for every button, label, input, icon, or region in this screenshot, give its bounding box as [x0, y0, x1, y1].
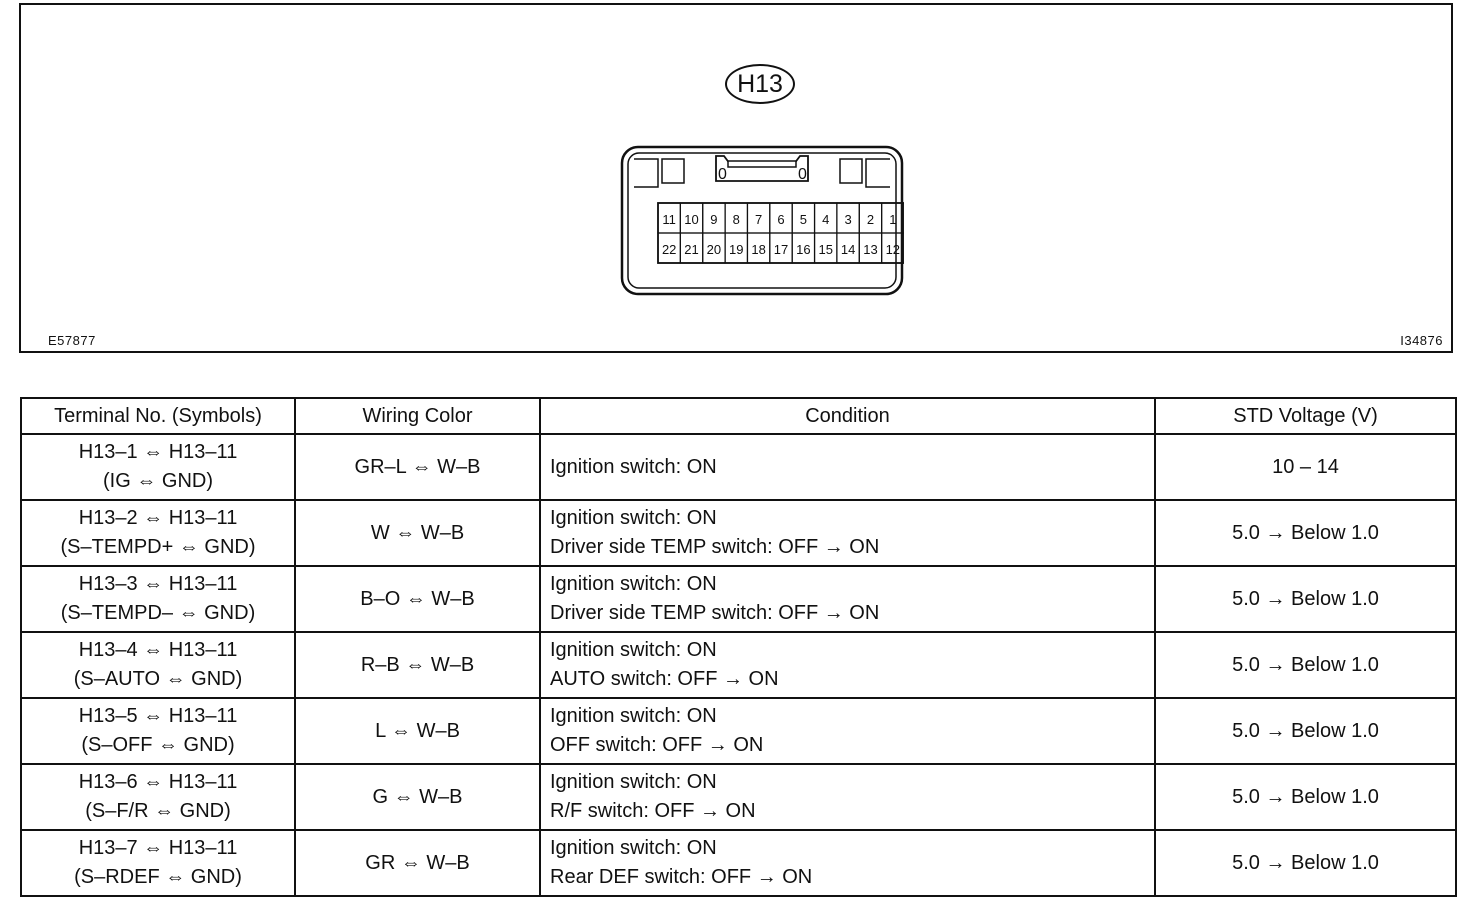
- terminal-pair: H13–5 ⇔ H13–11: [78, 705, 238, 727]
- connector-face-diagram: [620, 145, 904, 297]
- condition-cell: [540, 698, 1155, 764]
- figure-code-right: I34876: [1400, 333, 1443, 348]
- table-row: [21, 434, 1456, 500]
- terminal-cell: [21, 500, 295, 566]
- table-row: [21, 830, 1456, 896]
- condition-line-2: OFF switch: OFF → ON: [550, 734, 764, 756]
- wiring-color-cell: G ⇔ W–B: [295, 764, 540, 830]
- pin-number-top: 1: [889, 212, 897, 227]
- terminal-cell: [21, 698, 295, 764]
- std-voltage-cell: 5.0 → Below 1.0: [1155, 500, 1456, 566]
- latch-mark-left: 0: [718, 166, 727, 183]
- terminal-symbols: (S–TEMPD– ⇔ GND): [60, 602, 256, 624]
- pin-number-bottom: 12: [885, 242, 901, 257]
- pin-number-bottom: 18: [751, 242, 766, 257]
- table-row: [21, 764, 1456, 830]
- terminal-cell: [21, 434, 295, 500]
- terminal-symbols: (S–TEMPD+ ⇔ GND): [60, 536, 256, 558]
- guide-left-inner: [662, 159, 684, 183]
- terminal-symbols: (IG ⇔ GND): [103, 470, 213, 492]
- guide-right-outer: [866, 159, 890, 187]
- header-terminal: Terminal No. (Symbols): [21, 398, 295, 434]
- condition-cell: [540, 566, 1155, 632]
- terminal-symbols: (S–OFF ⇔ GND): [81, 734, 235, 756]
- terminal-pair: H13–7 ⇔ H13–11: [78, 837, 238, 859]
- latch-mark-right: 0: [798, 166, 807, 183]
- guide-right-inner: [840, 159, 862, 183]
- connector-label: H13: [725, 64, 795, 104]
- pin-number-bottom: 16: [796, 242, 811, 257]
- table-row: [21, 698, 1456, 764]
- condition-cell: [540, 830, 1155, 896]
- pin-number-top: 8: [732, 212, 740, 227]
- condition-line-1: Ignition switch: ON: [550, 573, 717, 595]
- std-voltage-cell: 5.0 → Below 1.0: [1155, 698, 1456, 764]
- std-voltage-cell: 5.0 → Below 1.0: [1155, 632, 1456, 698]
- latch-slot: [728, 161, 796, 167]
- pin-number-bottom: 15: [818, 242, 833, 257]
- pin-number-bottom: 17: [773, 242, 789, 257]
- condition-line-1: Ignition switch: ON: [550, 639, 717, 661]
- terminal-pair: H13–2 ⇔ H13–11: [78, 507, 238, 529]
- pin-number-top: 2: [866, 212, 875, 227]
- connector-latch: [716, 156, 808, 181]
- pin-number-bottom: 13: [863, 242, 878, 257]
- pin-number-bottom: 14: [840, 242, 856, 257]
- condition-line-1: Ignition switch: ON: [550, 455, 717, 478]
- pin-number-top: 10: [684, 212, 699, 227]
- pin-number-bottom: 19: [729, 242, 744, 257]
- terminal-pair: H13–3 ⇔ H13–11: [78, 573, 238, 595]
- condition-line-1: Ignition switch: ON: [550, 771, 717, 793]
- condition-line-1: Ignition switch: ON: [550, 837, 717, 859]
- pin-number-bottom: 21: [684, 242, 699, 257]
- terminal-symbols: (S–AUTO ⇔ GND): [73, 668, 243, 690]
- table-row: [21, 500, 1456, 566]
- std-voltage-cell: 10 – 14: [1155, 434, 1456, 500]
- condition-cell: [540, 632, 1155, 698]
- header-condition: Condition: [540, 398, 1155, 434]
- terminal-symbols: (S–RDEF ⇔ GND): [74, 866, 242, 888]
- pin-number-top: 3: [844, 212, 852, 227]
- pin-row-bottom: [658, 233, 904, 263]
- terminal-pair: H13–1 ⇔ H13–11: [78, 441, 238, 463]
- terminal-cell: [21, 566, 295, 632]
- condition-line-2: R/F switch: OFF → ON: [550, 800, 756, 822]
- condition-line-2: Driver side TEMP switch: OFF → ON: [550, 536, 880, 558]
- terminal-cell: [21, 632, 295, 698]
- wiring-color-cell: GR ⇔ W–B: [295, 830, 540, 896]
- wiring-color-cell: W ⇔ W–B: [295, 500, 540, 566]
- table-header-row: [21, 398, 1456, 434]
- pin-number-bottom: 22: [661, 242, 677, 257]
- std-voltage-cell: 5.0 → Below 1.0: [1155, 764, 1456, 830]
- condition-line-2: Rear DEF switch: OFF → ON: [550, 866, 813, 888]
- terminal-pair: H13–4 ⇔ H13–11: [78, 639, 238, 661]
- condition-line-2: Driver side TEMP switch: OFF → ON: [550, 602, 880, 624]
- pin-row-top: [658, 203, 904, 233]
- std-voltage-cell: 5.0 → Below 1.0: [1155, 830, 1456, 896]
- pin-number-top: 9: [710, 212, 718, 227]
- wiring-color-cell: GR–L ⇔ W–B: [295, 434, 540, 500]
- pin-number-top: 7: [755, 212, 763, 227]
- wiring-color-cell: L ⇔ W–B: [295, 698, 540, 764]
- connector-diagram-panel: [19, 3, 1453, 353]
- terminal-cell: [21, 830, 295, 896]
- condition-line-2: AUTO switch: OFF → ON: [550, 668, 779, 690]
- terminal-symbols: (S–F/R ⇔ GND): [85, 800, 231, 822]
- terminal-pair: H13–6 ⇔ H13–11: [78, 771, 238, 793]
- guide-left-outer: [634, 159, 658, 187]
- pin-number-top: 6: [777, 212, 785, 227]
- pin-number-top: 4: [822, 212, 830, 227]
- table-row: [21, 632, 1456, 698]
- condition-line-1: Ignition switch: ON: [550, 507, 717, 529]
- condition-line-1: Ignition switch: ON: [550, 705, 717, 727]
- std-voltage-cell: 5.0 → Below 1.0: [1155, 566, 1456, 632]
- figure-code-left: E57877: [48, 333, 96, 348]
- pin-number-bottom: 20: [706, 242, 722, 257]
- pin-number-top: 5: [799, 212, 807, 227]
- pin-number-top: 11: [662, 212, 676, 227]
- header-std-voltage: STD Voltage (V): [1155, 398, 1456, 434]
- header-wiring-color: Wiring Color: [295, 398, 540, 434]
- condition-cell: [540, 764, 1155, 830]
- wiring-color-cell: R–B ⇔ W–B: [295, 632, 540, 698]
- condition-cell: [540, 434, 1155, 500]
- condition-cell: [540, 500, 1155, 566]
- table-row: [21, 566, 1456, 632]
- wiring-color-cell: B–O ⇔ W–B: [295, 566, 540, 632]
- voltage-spec-table: [20, 397, 1457, 897]
- terminal-cell: [21, 764, 295, 830]
